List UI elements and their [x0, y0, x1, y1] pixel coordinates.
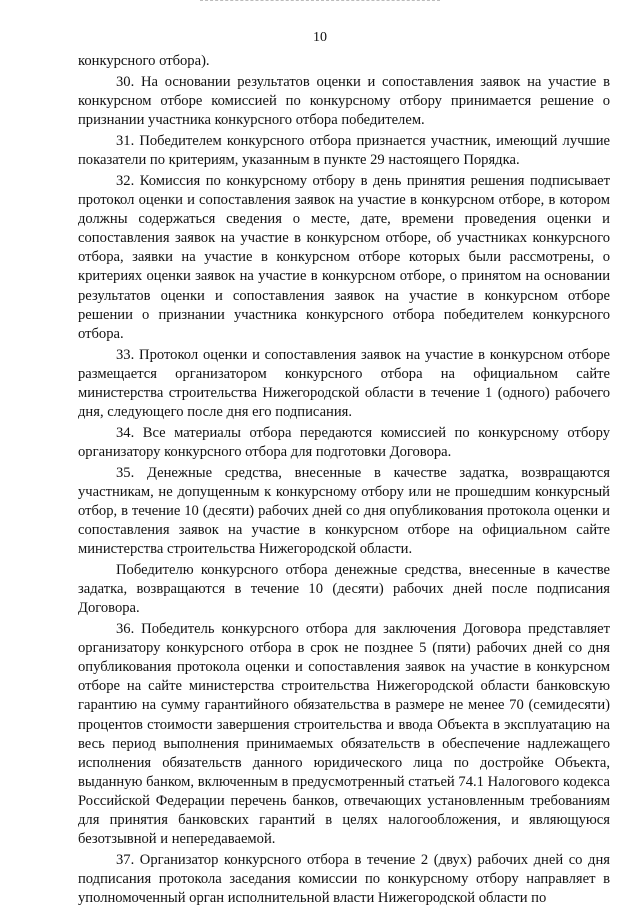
paragraph-item-30: 30. На основании результатов оценки и сопоставления заявок на участие в конкурсном отборе комиссией по конкурсному отбору принимается решение о признании участника конкурсного отбора победителем.: [78, 73, 610, 129]
paragraph-winner-deposit: Победителю конкурсного отбора денежные средства, внесенные в качестве задатка, возвращаются в течение 10 (десяти) рабочих дней после подписания Договора.: [78, 562, 610, 617]
paragraph-item-36: 36. Победитель конкурсного отбора для заключения Договора представляет организатору конкурсного отбора в срок не позднее 5 (пяти) рабочих дней со дня опубликования протокола оценки и сопоставления заявок на участие в конкурсном отборе на сайте министерства строительства Нижегородской области банковскую гарантию на сумму гарантийного обязательства в размере не менее 70 (семидесяти) процентов стоимости завершения строительства и ввода Объекта в эксплуатацию на весь период выполнения принимаемых обязательств в обеспечение надлежащего исполнения обязательств данного юридического лица по достройке Объекта, выданную банком, включенным в предусмотренный статьей 74.1 Налогового кодекса Российской Федерации перечень банков, отвечающих установленным требованиям для принятия банковских гарантий в целях налогообложения, и являющуюся безотзывной и непередаваемой.: [78, 621, 610, 848]
paragraph-continuation: конкурсного отбора).: [78, 53, 210, 69]
page-number: 10: [313, 30, 327, 45]
scan-top-edge: [200, 0, 440, 2]
document-body: [78, 52, 610, 910]
paragraph-item-32: 32. Комиссия по конкурсному отбору в день принятия решения подписывает протокол оценки и сопоставления заявок на участие в конкурсном отборе, в котором должны содержаться сведения о месте, дате, времени проведения оценки и сопоставления заявок на участие в конкурсном отборе, об участниках конкурсного отбора, заявки на участие в конкурсном отборе которых были рассмотрены, о критериях оценки заявок на участие в конкурсном отборе, о принятом на основании результатов оценки и сопоставления заявок на участие в конкурсном отборе решении о признании участника конкурсного отбора победителем конкурсного отбора.: [78, 172, 610, 342]
paragraph-item-37: 37. Организатор конкурсного отбора в течение 2 (двух) рабочих дней со дня подписания протокола заседания комиссии по конкурсному отбору направляет в уполномоченный орган исполнительной власти Нижегородской области по: [78, 852, 610, 907]
paragraph-item-33: 33. Протокол оценки и сопоставления заявок на участие в конкурсном отборе размещается организатором конкурсного отбора на официальном сайте министерства строительства Нижегородской области в течение 1 (одного) рабочего дня, следующего после дня его подписания.: [78, 346, 610, 420]
paragraph-item-35: 35. Денежные средства, внесенные в качестве задатка, возвращаются участникам, не допущенным к конкурсному отбору или не прошедшим конкурсный отбор, в течение 10 (десяти) рабочих дней со дня опубликования протокола оценки и сопоставления заявок на участие в конкурсном отборе на официальном сайте министерства строительства Нижегородской области.: [78, 464, 610, 558]
paragraph-item-34: 34. Все материалы отбора передаются комиссией по конкурсному отбору организатору конкурсного отбора для подготовки Договора.: [78, 424, 610, 460]
paragraph-item-31: 31. Победителем конкурсного отбора признается участник, имеющий лучшие показатели по критериям, указанным в пункте 29 настоящего Порядка.: [78, 132, 610, 169]
